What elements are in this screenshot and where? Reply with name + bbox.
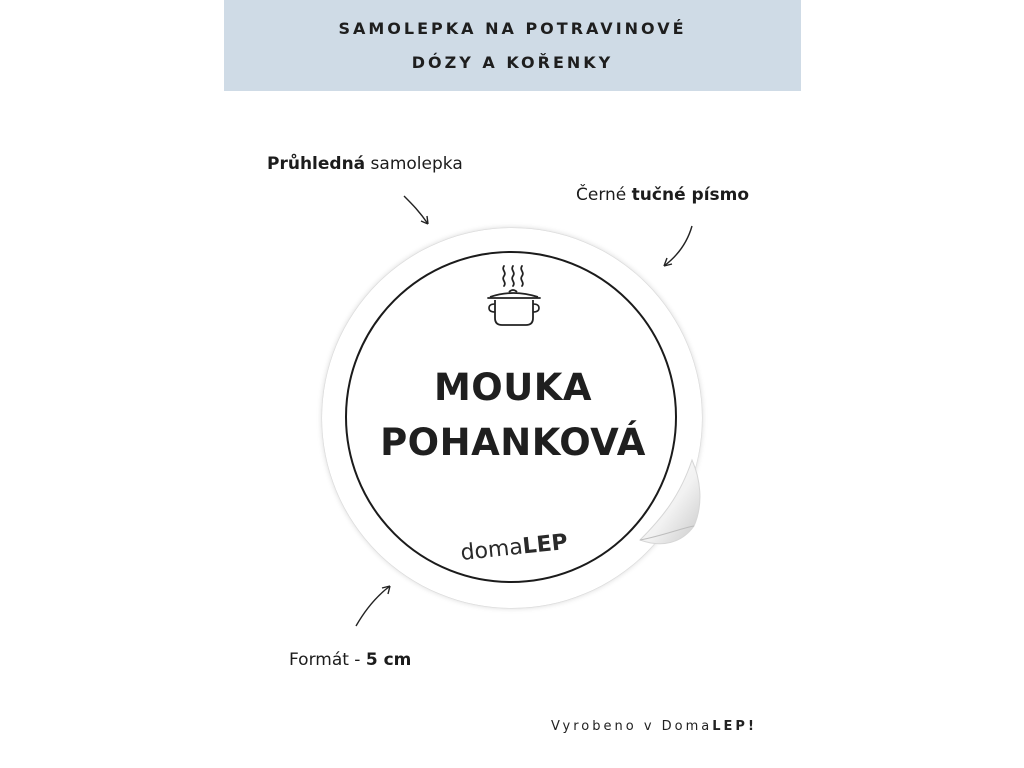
header-banner bbox=[224, 0, 801, 91]
brand-bold: LEP bbox=[521, 529, 569, 560]
annotation-format bbox=[289, 650, 411, 670]
annotation-transparent-bold: Průhledná bbox=[267, 154, 366, 174]
peeled-corner-icon bbox=[622, 448, 722, 558]
sticker-label-line-1: MOUKA bbox=[433, 366, 593, 409]
banner-title-line-1: SAMOLEPKA NA POTRAVINOVÉ bbox=[338, 19, 687, 38]
annotation-format-bold: 5 cm bbox=[365, 650, 412, 670]
cooking-pot-icon bbox=[484, 262, 544, 328]
annotation-transparent bbox=[267, 154, 463, 174]
arrow-to-sticker-edge-icon bbox=[398, 192, 438, 232]
footer-regular: Vyrobeno v Doma bbox=[551, 719, 713, 734]
brand-regular: doma bbox=[459, 534, 525, 566]
annotation-format-regular: Formát - bbox=[289, 650, 366, 670]
footer-note bbox=[551, 719, 757, 734]
sticker-label-line-2: POHANKOVÁ bbox=[380, 421, 646, 464]
banner-title-line-2: DÓZY A KOŘENKY bbox=[411, 53, 614, 72]
footer-bold: LEP! bbox=[712, 719, 757, 734]
annotation-font-regular: Černé bbox=[576, 185, 632, 205]
annotation-font-bold: tučné písmo bbox=[631, 185, 750, 205]
annotation-font bbox=[576, 185, 749, 205]
annotation-transparent-rest: samolepka bbox=[365, 154, 463, 174]
